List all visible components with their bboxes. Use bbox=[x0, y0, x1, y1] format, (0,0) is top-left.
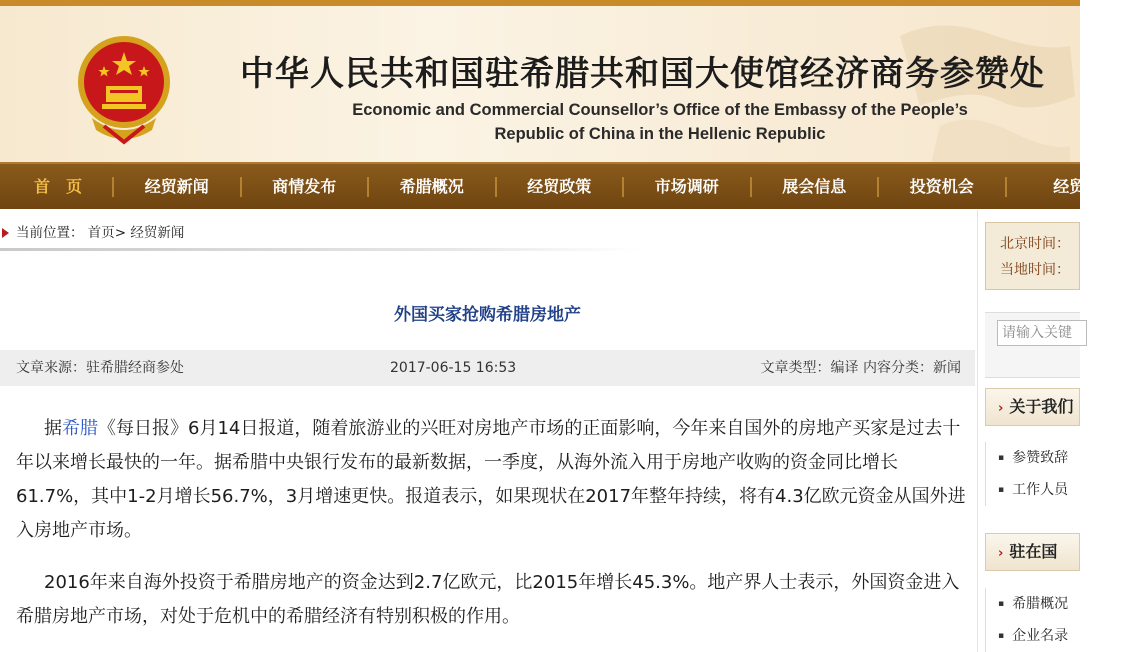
local-time-label: 当地时间： bbox=[1000, 262, 1070, 278]
host-country-header[interactable] bbox=[985, 533, 1080, 571]
list-item[interactable]: ▪ 参赞致辞 bbox=[986, 442, 1080, 474]
right-sidebar bbox=[985, 220, 1080, 652]
main-navigation bbox=[0, 162, 1086, 209]
greece-link[interactable]: 希腊 bbox=[62, 418, 98, 439]
article-title: 外国买家抢购希腊房地产 bbox=[394, 305, 581, 325]
article-paragraph bbox=[16, 412, 966, 548]
chevron-right-icon: › bbox=[998, 401, 1004, 416]
nav-item-investment[interactable]: 投资机会 bbox=[909, 177, 974, 196]
nav-item-trade-policy[interactable]: 经贸政策 bbox=[527, 177, 592, 196]
nav-item-exhibitions[interactable]: 展会信息 bbox=[782, 177, 847, 196]
nav-item-home[interactable]: 首 页 bbox=[33, 177, 82, 196]
breadcrumb-path[interactable]: 首页> 经贸新闻 bbox=[87, 225, 185, 241]
about-us-list bbox=[985, 442, 1080, 506]
search-input[interactable]: 请输入关键 bbox=[997, 320, 1087, 346]
national-emblem-icon bbox=[74, 30, 174, 148]
nav-item-greece-overview[interactable]: 希腊概况 bbox=[399, 177, 464, 196]
about-us-header[interactable] bbox=[985, 388, 1080, 426]
site-title-english-line2: Republic of China in the Hellenic Republic bbox=[494, 125, 826, 143]
breadcrumb bbox=[0, 220, 640, 248]
about-us-title: 关于我们 bbox=[1009, 397, 1074, 416]
time-panel bbox=[985, 222, 1080, 290]
nav-item-market-research[interactable]: 市场调研 bbox=[654, 177, 719, 196]
paragraph-text: 据 bbox=[44, 418, 62, 439]
article-type: 文章类型：编译 内容分类：新闻 bbox=[760, 360, 961, 376]
list-item[interactable]: ▪ 工作人员 bbox=[986, 474, 1080, 506]
nav-item-business-info[interactable]: 商情发布 bbox=[272, 177, 337, 196]
site-title-english bbox=[300, 98, 1020, 146]
article-meta-bar bbox=[0, 350, 975, 386]
host-country-list bbox=[985, 588, 1080, 652]
chevron-right-icon: › bbox=[998, 546, 1004, 561]
nav-item-trade-news[interactable]: 经贸新闻 bbox=[144, 177, 209, 196]
list-item[interactable]: ▪ 希腊概况 bbox=[986, 588, 1080, 620]
site-title-english-line1: Economic and Commercial Counsellor’s Office of the Embassy of the People’s bbox=[352, 101, 968, 119]
article-date: 2017-06-15 16:53 bbox=[390, 360, 517, 376]
article-body bbox=[16, 412, 966, 652]
paragraph-text: 《每日报》6月14日报道，随着旅游业的兴旺对房地产市场的正面影响，今年来自国外的房地产买家是过去十年以来增长最快的一年。据希腊中央银行发布的最新数据，一季度，从海外流入用于房地产收购的资金同比增长61.7%，其中1-2月增长56.7%，3月增速更快。报道表示，如果现状在2017年整年持续，将有4.3亿欧元资金从国外进入房地产市场。 bbox=[16, 418, 966, 541]
nav-item-more[interactable]: 经贸 bbox=[1053, 177, 1086, 196]
host-country-title: 驻在国 bbox=[1009, 542, 1058, 561]
site-title-chinese: 中华人民共和国驻希腊共和国大使馆经济商务参赞处 bbox=[240, 54, 1045, 94]
list-item[interactable]: ▪ 企业名录 bbox=[986, 620, 1080, 652]
breadcrumb-label: 当前位置： bbox=[16, 225, 84, 241]
article-source: 文章来源：驻希腊经商参处 bbox=[16, 360, 184, 376]
article-paragraph: 2016年来自海外投资于希腊房地产的资金达到2.7亿欧元，比2015年增长45.3%。地产界人士表示，外国资金进入希腊房地产市场，对处于危机中的希腊经济有特别积极的作用。 bbox=[16, 572, 960, 627]
beijing-time-label: 北京时间： bbox=[1000, 236, 1070, 252]
breadcrumb-marker-icon bbox=[2, 228, 9, 238]
site-header bbox=[0, 0, 1080, 162]
breadcrumb-divider bbox=[0, 248, 640, 251]
content-sidebar-divider bbox=[977, 210, 978, 652]
